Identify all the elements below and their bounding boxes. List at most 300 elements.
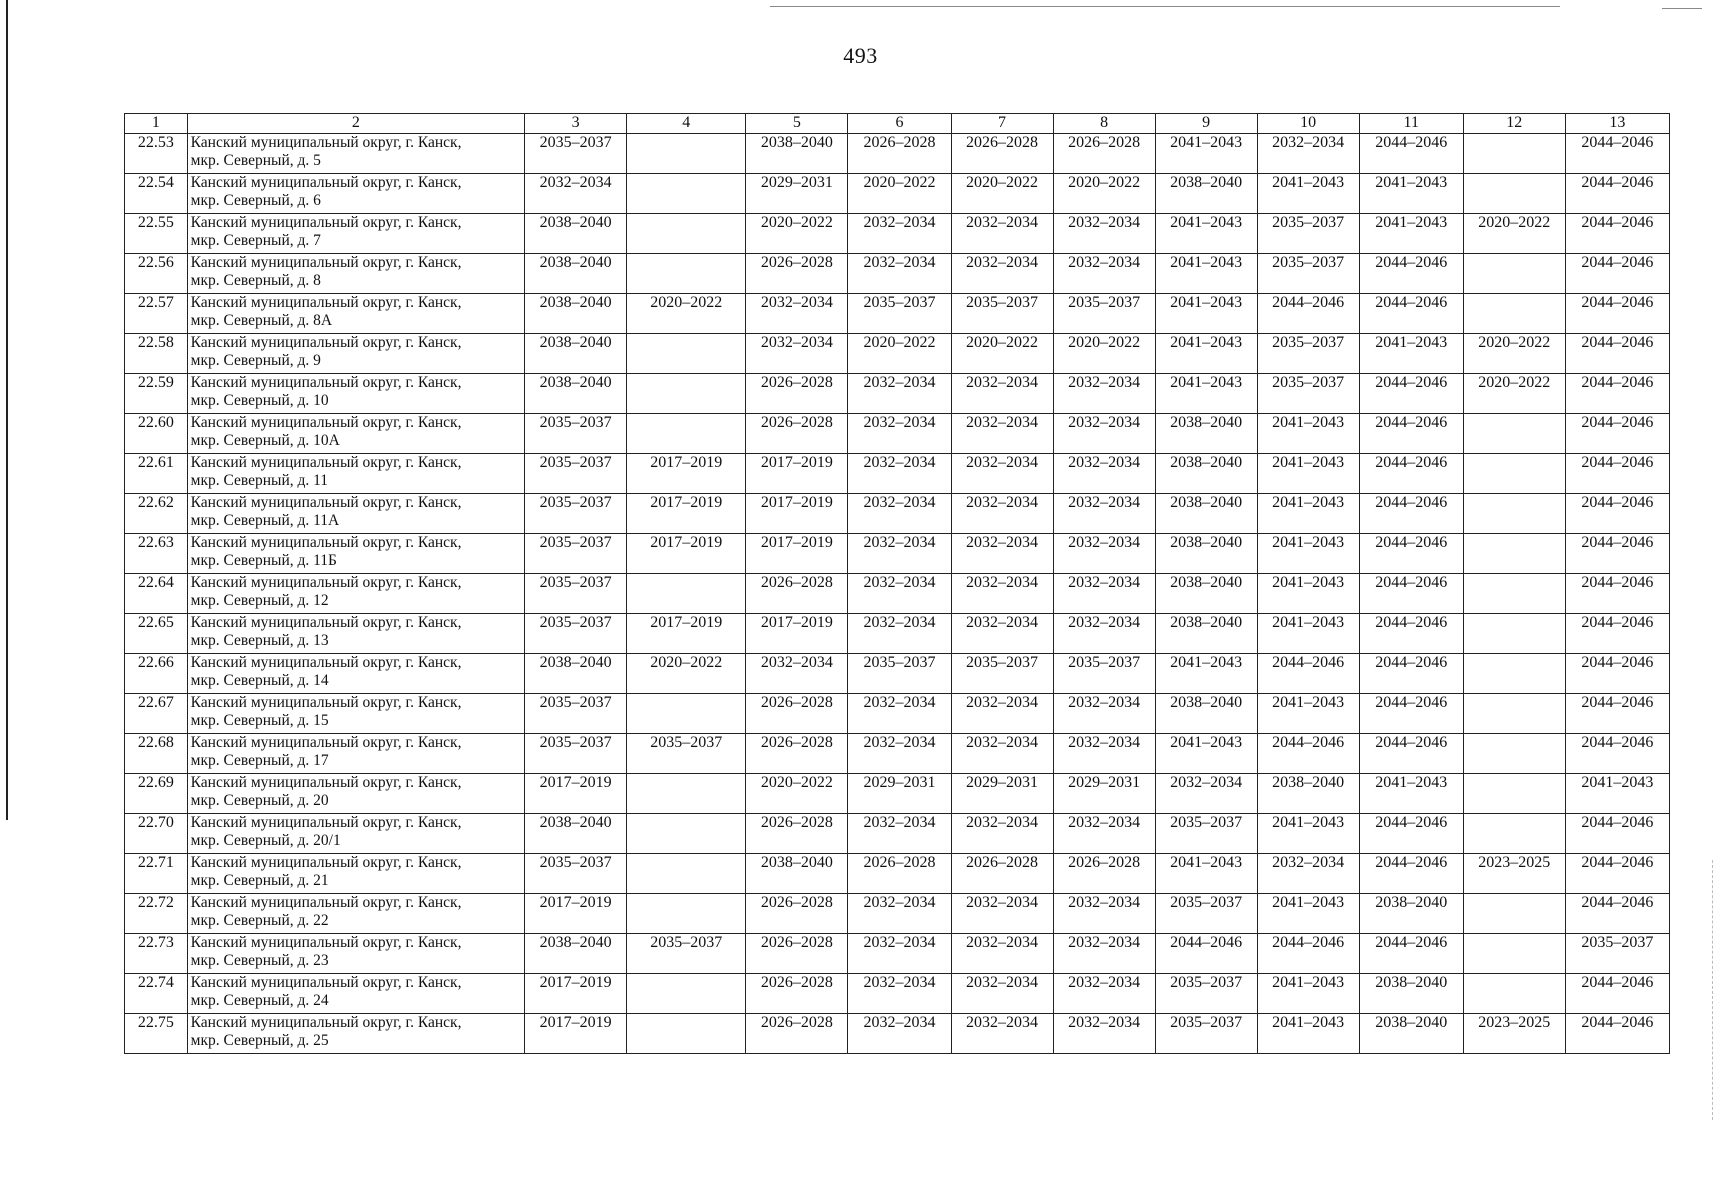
address-line-district: Канский муниципальный округ, г. Канск, [190, 774, 462, 791]
period-cell-col-10: 2035–2037 [1257, 214, 1359, 254]
period-cell-col-6: 2029–2031 [848, 774, 951, 814]
scan-border-top [770, 6, 1560, 7]
period-cell-col-10: 2041–2043 [1257, 454, 1359, 494]
period-cell-col-8: 2032–2034 [1053, 734, 1155, 774]
address-line-house: мкр. Северный, д. 24 [190, 992, 329, 1009]
address-line-district: Канский муниципальный округ, г. Канск, [190, 974, 462, 991]
period-cell-col-3: 2035–2037 [525, 534, 627, 574]
period-cell-col-4: 2017–2019 [627, 494, 746, 534]
period-cell-col-6: 2032–2034 [848, 694, 951, 734]
period-cell-col-10: 2041–2043 [1257, 534, 1359, 574]
period-cell-col-11: 2038–2040 [1359, 1014, 1463, 1054]
address-line-district: Канский муниципальный округ, г. Канск, [190, 614, 462, 631]
period-cell-col-13: 2035–2037 [1565, 934, 1669, 974]
period-cell-col-4 [627, 374, 746, 414]
period-cell-col-8: 2032–2034 [1053, 254, 1155, 294]
period-cell-col-8: 2032–2034 [1053, 614, 1155, 654]
address-cell [187, 414, 524, 454]
table-row [125, 454, 1670, 494]
period-cell-col-5: 2029–2031 [746, 174, 848, 214]
period-cell-col-6: 2032–2034 [848, 374, 951, 414]
period-cell-col-8: 2026–2028 [1053, 134, 1155, 174]
period-cell-col-8: 2032–2034 [1053, 214, 1155, 254]
column-header-9: 9 [1155, 114, 1257, 134]
period-cell-col-6: 2032–2034 [848, 1014, 951, 1054]
period-cell-col-3: 2038–2040 [525, 214, 627, 254]
period-cell-col-5: 2026–2028 [746, 414, 848, 454]
period-cell-col-4 [627, 134, 746, 174]
row-number: 22.56 [125, 254, 188, 294]
period-cell-col-12 [1463, 454, 1565, 494]
period-cell-col-12 [1463, 934, 1565, 974]
period-cell-col-3: 2035–2037 [525, 414, 627, 454]
address-line-district: Канский муниципальный округ, г. Канск, [190, 854, 462, 871]
period-cell-col-11: 2044–2046 [1359, 254, 1463, 294]
period-cell-col-4 [627, 254, 746, 294]
period-cell-col-7: 2032–2034 [951, 454, 1053, 494]
row-number: 22.72 [125, 894, 188, 934]
row-number: 22.73 [125, 934, 188, 974]
table-row [125, 854, 1670, 894]
period-cell-col-4: 2017–2019 [627, 454, 746, 494]
period-cell-col-12 [1463, 894, 1565, 934]
period-cell-col-3: 2038–2040 [525, 814, 627, 854]
period-cell-col-3: 2035–2037 [525, 134, 627, 174]
period-cell-col-13: 2044–2046 [1565, 894, 1669, 934]
period-cell-col-10: 2032–2034 [1257, 854, 1359, 894]
column-header-2: 2 [187, 114, 524, 134]
period-cell-col-3: 2032–2034 [525, 174, 627, 214]
table-row [125, 294, 1670, 334]
period-cell-col-6: 2032–2034 [848, 814, 951, 854]
address-line-house: мкр. Северный, д. 23 [190, 952, 329, 969]
period-cell-col-13: 2044–2046 [1565, 414, 1669, 454]
period-cell-col-13: 2044–2046 [1565, 654, 1669, 694]
period-cell-col-9: 2038–2040 [1155, 574, 1257, 614]
column-header-1: 1 [125, 114, 188, 134]
address-line-house: мкр. Северный, д. 12 [190, 592, 329, 609]
address-line-district: Канский муниципальный округ, г. Канск, [190, 894, 462, 911]
period-cell-col-11: 2041–2043 [1359, 774, 1463, 814]
table-row [125, 934, 1670, 974]
address-cell [187, 934, 524, 974]
column-header-12: 12 [1463, 114, 1565, 134]
period-cell-col-10: 2044–2046 [1257, 934, 1359, 974]
period-cell-col-10: 2044–2046 [1257, 294, 1359, 334]
address-cell [187, 574, 524, 614]
period-cell-col-10: 2035–2037 [1257, 254, 1359, 294]
period-cell-col-11: 2044–2046 [1359, 614, 1463, 654]
period-cell-col-11: 2044–2046 [1359, 814, 1463, 854]
address-line-district: Канский муниципальный округ, г. Канск, [190, 934, 462, 951]
period-cell-col-3: 2017–2019 [525, 1014, 627, 1054]
period-cell-col-8: 2029–2031 [1053, 774, 1155, 814]
address-line-house: мкр. Северный, д. 11Б [190, 552, 337, 569]
address-line-district: Канский муниципальный округ, г. Канск, [190, 734, 462, 751]
address-line-house: мкр. Северный, д. 22 [190, 912, 329, 929]
period-cell-col-8: 2020–2022 [1053, 334, 1155, 374]
period-cell-col-8: 2032–2034 [1053, 934, 1155, 974]
period-cell-col-13: 2044–2046 [1565, 374, 1669, 414]
period-cell-col-10: 2032–2034 [1257, 134, 1359, 174]
period-cell-col-6: 2032–2034 [848, 614, 951, 654]
period-cell-col-5: 2026–2028 [746, 814, 848, 854]
period-cell-col-8: 2032–2034 [1053, 1014, 1155, 1054]
period-cell-col-8: 2032–2034 [1053, 534, 1155, 574]
period-cell-col-6: 2020–2022 [848, 174, 951, 214]
period-cell-col-8: 2032–2034 [1053, 894, 1155, 934]
period-cell-col-3: 2035–2037 [525, 734, 627, 774]
period-cell-col-4: 2020–2022 [627, 654, 746, 694]
period-cell-col-13: 2044–2046 [1565, 974, 1669, 1014]
period-cell-col-7: 2032–2034 [951, 934, 1053, 974]
period-cell-col-9: 2041–2043 [1155, 334, 1257, 374]
period-cell-col-4 [627, 854, 746, 894]
period-cell-col-6: 2032–2034 [848, 534, 951, 574]
address-line-district: Канский муниципальный округ, г. Канск, [190, 1014, 462, 1031]
period-cell-col-8: 2032–2034 [1053, 694, 1155, 734]
address-cell [187, 974, 524, 1014]
period-cell-col-12: 2020–2022 [1463, 374, 1565, 414]
period-cell-col-11: 2044–2046 [1359, 454, 1463, 494]
period-cell-col-10: 2041–2043 [1257, 494, 1359, 534]
row-number: 22.67 [125, 694, 188, 734]
address-line-house: мкр. Северный, д. 8 [190, 272, 321, 289]
period-cell-col-13: 2041–2043 [1565, 774, 1669, 814]
period-cell-col-7: 2032–2034 [951, 1014, 1053, 1054]
period-cell-col-7: 2032–2034 [951, 894, 1053, 934]
row-number: 22.74 [125, 974, 188, 1014]
period-cell-col-9: 2038–2040 [1155, 174, 1257, 214]
period-cell-col-6: 2035–2037 [848, 654, 951, 694]
period-cell-col-5: 2017–2019 [746, 454, 848, 494]
row-number: 22.62 [125, 494, 188, 534]
period-cell-col-13: 2044–2046 [1565, 614, 1669, 654]
period-cell-col-11: 2038–2040 [1359, 894, 1463, 934]
period-cell-col-3: 2017–2019 [525, 774, 627, 814]
period-cell-col-4 [627, 974, 746, 1014]
row-number: 22.53 [125, 134, 188, 174]
table-row [125, 694, 1670, 734]
period-cell-col-12 [1463, 414, 1565, 454]
period-cell-col-9: 2035–2037 [1155, 1014, 1257, 1054]
period-cell-col-8: 2035–2037 [1053, 654, 1155, 694]
row-number: 22.55 [125, 214, 188, 254]
address-cell [187, 614, 524, 654]
period-cell-col-9: 2041–2043 [1155, 294, 1257, 334]
period-cell-col-3: 2035–2037 [525, 454, 627, 494]
period-cell-col-5: 2020–2022 [746, 214, 848, 254]
period-cell-col-12 [1463, 534, 1565, 574]
period-cell-col-10: 2044–2046 [1257, 654, 1359, 694]
period-cell-col-9: 2041–2043 [1155, 854, 1257, 894]
table-row [125, 974, 1670, 1014]
table-body [125, 134, 1670, 1054]
address-cell [187, 174, 524, 214]
period-cell-col-4 [627, 214, 746, 254]
address-line-district: Канский муниципальный округ, г. Канск, [190, 254, 462, 271]
period-cell-col-11: 2041–2043 [1359, 214, 1463, 254]
period-cell-col-6: 2032–2034 [848, 894, 951, 934]
address-cell [187, 374, 524, 414]
address-line-house: мкр. Северный, д. 17 [190, 752, 329, 769]
period-cell-col-13: 2044–2046 [1565, 814, 1669, 854]
scan-edge-right [1712, 860, 1714, 1120]
table-row [125, 654, 1670, 694]
address-line-house: мкр. Северный, д. 10 [190, 392, 329, 409]
address-cell [187, 254, 524, 294]
period-cell-col-11: 2044–2046 [1359, 374, 1463, 414]
period-cell-col-13: 2044–2046 [1565, 494, 1669, 534]
period-cell-col-3: 2035–2037 [525, 494, 627, 534]
row-number: 22.60 [125, 414, 188, 454]
row-number: 22.59 [125, 374, 188, 414]
column-header-5: 5 [746, 114, 848, 134]
table-row [125, 494, 1670, 534]
period-cell-col-7: 2032–2034 [951, 254, 1053, 294]
address-cell [187, 1014, 524, 1054]
address-line-house: мкр. Северный, д. 9 [190, 352, 321, 369]
period-cell-col-3: 2035–2037 [525, 574, 627, 614]
period-cell-col-3: 2038–2040 [525, 254, 627, 294]
period-cell-col-9: 2041–2043 [1155, 734, 1257, 774]
period-cell-col-11: 2044–2046 [1359, 734, 1463, 774]
period-cell-col-10: 2041–2043 [1257, 694, 1359, 734]
address-line-district: Канский муниципальный округ, г. Канск, [190, 814, 462, 831]
period-cell-col-9: 2038–2040 [1155, 454, 1257, 494]
period-cell-col-9: 2038–2040 [1155, 414, 1257, 454]
period-cell-col-7: 2032–2034 [951, 414, 1053, 454]
address-cell [187, 334, 524, 374]
period-cell-col-9: 2041–2043 [1155, 654, 1257, 694]
period-cell-col-4: 2020–2022 [627, 294, 746, 334]
period-cell-col-12 [1463, 494, 1565, 534]
period-cell-col-4 [627, 894, 746, 934]
period-cell-col-8: 2026–2028 [1053, 854, 1155, 894]
period-cell-col-4 [627, 334, 746, 374]
address-cell [187, 854, 524, 894]
column-header-4: 4 [627, 114, 746, 134]
row-number: 22.66 [125, 654, 188, 694]
period-cell-col-8: 2032–2034 [1053, 494, 1155, 534]
period-cell-col-9: 2038–2040 [1155, 494, 1257, 534]
period-cell-col-11: 2044–2046 [1359, 854, 1463, 894]
period-cell-col-13: 2044–2046 [1565, 134, 1669, 174]
period-cell-col-4: 2017–2019 [627, 534, 746, 574]
period-cell-col-7: 2020–2022 [951, 334, 1053, 374]
period-cell-col-12: 2023–2025 [1463, 1014, 1565, 1054]
table-row [125, 574, 1670, 614]
period-cell-col-11: 2044–2046 [1359, 534, 1463, 574]
period-cell-col-7: 2032–2034 [951, 574, 1053, 614]
address-line-house: мкр. Северный, д. 25 [190, 1032, 329, 1049]
period-cell-col-5: 2032–2034 [746, 294, 848, 334]
period-cell-col-6: 2020–2022 [848, 334, 951, 374]
period-cell-col-8: 2032–2034 [1053, 414, 1155, 454]
period-cell-col-9: 2038–2040 [1155, 694, 1257, 734]
period-cell-col-7: 2032–2034 [951, 734, 1053, 774]
column-header-11: 11 [1359, 114, 1463, 134]
period-cell-col-7: 2032–2034 [951, 374, 1053, 414]
address-cell [187, 774, 524, 814]
period-cell-col-12 [1463, 294, 1565, 334]
address-line-house: мкр. Северный, д. 11 [190, 472, 329, 489]
address-cell [187, 734, 524, 774]
period-cell-col-9: 2032–2034 [1155, 774, 1257, 814]
period-cell-col-5: 2026–2028 [746, 1014, 848, 1054]
period-cell-col-13: 2044–2046 [1565, 334, 1669, 374]
period-cell-col-7: 2032–2034 [951, 534, 1053, 574]
period-cell-col-13: 2044–2046 [1565, 854, 1669, 894]
period-cell-col-8: 2035–2037 [1053, 294, 1155, 334]
period-cell-col-6: 2035–2037 [848, 294, 951, 334]
row-number: 22.75 [125, 1014, 188, 1054]
period-cell-col-5: 2020–2022 [746, 774, 848, 814]
period-cell-col-10: 2035–2037 [1257, 334, 1359, 374]
row-number: 22.64 [125, 574, 188, 614]
row-number: 22.70 [125, 814, 188, 854]
period-cell-col-8: 2032–2034 [1053, 374, 1155, 414]
period-cell-col-7: 2026–2028 [951, 854, 1053, 894]
period-cell-col-13: 2044–2046 [1565, 294, 1669, 334]
period-cell-col-6: 2032–2034 [848, 934, 951, 974]
period-cell-col-12 [1463, 694, 1565, 734]
address-line-house: мкр. Северный, д. 11А [190, 512, 340, 529]
period-cell-col-10: 2041–2043 [1257, 614, 1359, 654]
page-number: 493 [843, 43, 878, 68]
period-cell-col-6: 2032–2034 [848, 734, 951, 774]
period-cell-col-11: 2044–2046 [1359, 494, 1463, 534]
column-header-7: 7 [951, 114, 1053, 134]
period-cell-col-10: 2041–2043 [1257, 974, 1359, 1014]
period-cell-col-6: 2032–2034 [848, 214, 951, 254]
address-line-house: мкр. Северный, д. 13 [190, 632, 329, 649]
address-line-district: Канский муниципальный округ, г. Канск, [190, 374, 462, 391]
period-cell-col-4 [627, 174, 746, 214]
table-row [125, 1014, 1670, 1054]
period-cell-col-7: 2029–2031 [951, 774, 1053, 814]
period-cell-col-4 [627, 1014, 746, 1054]
period-cell-col-6: 2032–2034 [848, 494, 951, 534]
period-cell-col-5: 2038–2040 [746, 134, 848, 174]
table-row [125, 734, 1670, 774]
row-number: 22.63 [125, 534, 188, 574]
period-cell-col-13: 2044–2046 [1565, 214, 1669, 254]
period-cell-col-12 [1463, 254, 1565, 294]
period-cell-col-12 [1463, 774, 1565, 814]
period-cell-col-11: 2044–2046 [1359, 934, 1463, 974]
address-line-district: Канский муниципальный округ, г. Канск, [190, 574, 462, 591]
period-cell-col-5: 2026–2028 [746, 254, 848, 294]
table-row [125, 254, 1670, 294]
address-line-house: мкр. Северный, д. 15 [190, 712, 329, 729]
row-number: 22.57 [125, 294, 188, 334]
address-cell [187, 494, 524, 534]
address-line-district: Канский муниципальный округ, г. Канск, [190, 174, 462, 191]
period-cell-col-9: 2035–2037 [1155, 974, 1257, 1014]
table-row [125, 334, 1670, 374]
address-line-district: Канский муниципальный округ, г. Канск, [190, 454, 462, 471]
row-number: 22.65 [125, 614, 188, 654]
period-cell-col-9: 2038–2040 [1155, 534, 1257, 574]
period-cell-col-9: 2035–2037 [1155, 894, 1257, 934]
address-line-house: мкр. Северный, д. 14 [190, 672, 329, 689]
address-cell [187, 654, 524, 694]
period-cell-col-3: 2038–2040 [525, 374, 627, 414]
period-cell-col-11: 2044–2046 [1359, 294, 1463, 334]
period-cell-col-6: 2026–2028 [848, 134, 951, 174]
row-number: 22.54 [125, 174, 188, 214]
column-header-3: 3 [525, 114, 627, 134]
address-line-house: мкр. Северный, д. 5 [190, 152, 321, 169]
address-line-house: мкр. Северный, д. 20/1 [190, 832, 341, 849]
address-cell [187, 534, 524, 574]
period-cell-col-7: 2020–2022 [951, 174, 1053, 214]
period-cell-col-4: 2017–2019 [627, 614, 746, 654]
period-cell-col-10: 2041–2043 [1257, 894, 1359, 934]
period-cell-col-4 [627, 814, 746, 854]
address-line-district: Канский муниципальный округ, г. Канск, [190, 534, 462, 551]
period-cell-col-9: 2044–2046 [1155, 934, 1257, 974]
period-cell-col-9: 2041–2043 [1155, 374, 1257, 414]
column-header-8: 8 [1053, 114, 1155, 134]
address-line-district: Канский муниципальный округ, г. Канск, [190, 494, 462, 511]
schedule-table [124, 113, 1670, 1054]
period-cell-col-3: 2035–2037 [525, 694, 627, 734]
period-cell-col-12: 2020–2022 [1463, 214, 1565, 254]
column-header-13: 13 [1565, 114, 1669, 134]
period-cell-col-5: 2026–2028 [746, 374, 848, 414]
period-cell-col-7: 2035–2037 [951, 294, 1053, 334]
period-cell-col-11: 2044–2046 [1359, 654, 1463, 694]
period-cell-col-12 [1463, 134, 1565, 174]
row-number: 22.58 [125, 334, 188, 374]
period-cell-col-12 [1463, 974, 1565, 1014]
address-line-district: Канский муниципальный округ, г. Канск, [190, 654, 462, 671]
address-cell [187, 894, 524, 934]
period-cell-col-5: 2026–2028 [746, 894, 848, 934]
period-cell-col-11: 2041–2043 [1359, 174, 1463, 214]
address-line-district: Канский муниципальный округ, г. Канск, [190, 334, 462, 351]
period-cell-col-13: 2044–2046 [1565, 734, 1669, 774]
table-row [125, 134, 1670, 174]
period-cell-col-8: 2032–2034 [1053, 974, 1155, 1014]
period-cell-col-10: 2041–2043 [1257, 814, 1359, 854]
period-cell-col-8: 2032–2034 [1053, 574, 1155, 614]
period-cell-col-8: 2032–2034 [1053, 454, 1155, 494]
period-cell-col-11: 2044–2046 [1359, 694, 1463, 734]
period-cell-col-10: 2041–2043 [1257, 174, 1359, 214]
period-cell-col-5: 2017–2019 [746, 534, 848, 574]
address-line-house: мкр. Северный, д. 8А [190, 312, 333, 329]
scan-mark-top-right [1662, 8, 1702, 9]
period-cell-col-7: 2026–2028 [951, 134, 1053, 174]
table-row [125, 894, 1670, 934]
address-line-district: Канский муниципальный округ, г. Канск, [190, 414, 462, 431]
address-cell [187, 694, 524, 734]
period-cell-col-7: 2032–2034 [951, 974, 1053, 1014]
period-cell-col-10: 2041–2043 [1257, 574, 1359, 614]
row-number: 22.71 [125, 854, 188, 894]
period-cell-col-12 [1463, 654, 1565, 694]
period-cell-col-13: 2044–2046 [1565, 574, 1669, 614]
period-cell-col-12 [1463, 574, 1565, 614]
period-cell-col-5: 2026–2028 [746, 734, 848, 774]
period-cell-col-12: 2023–2025 [1463, 854, 1565, 894]
period-cell-col-5: 2017–2019 [746, 494, 848, 534]
column-header-10: 10 [1257, 114, 1359, 134]
header-row [125, 114, 1670, 134]
